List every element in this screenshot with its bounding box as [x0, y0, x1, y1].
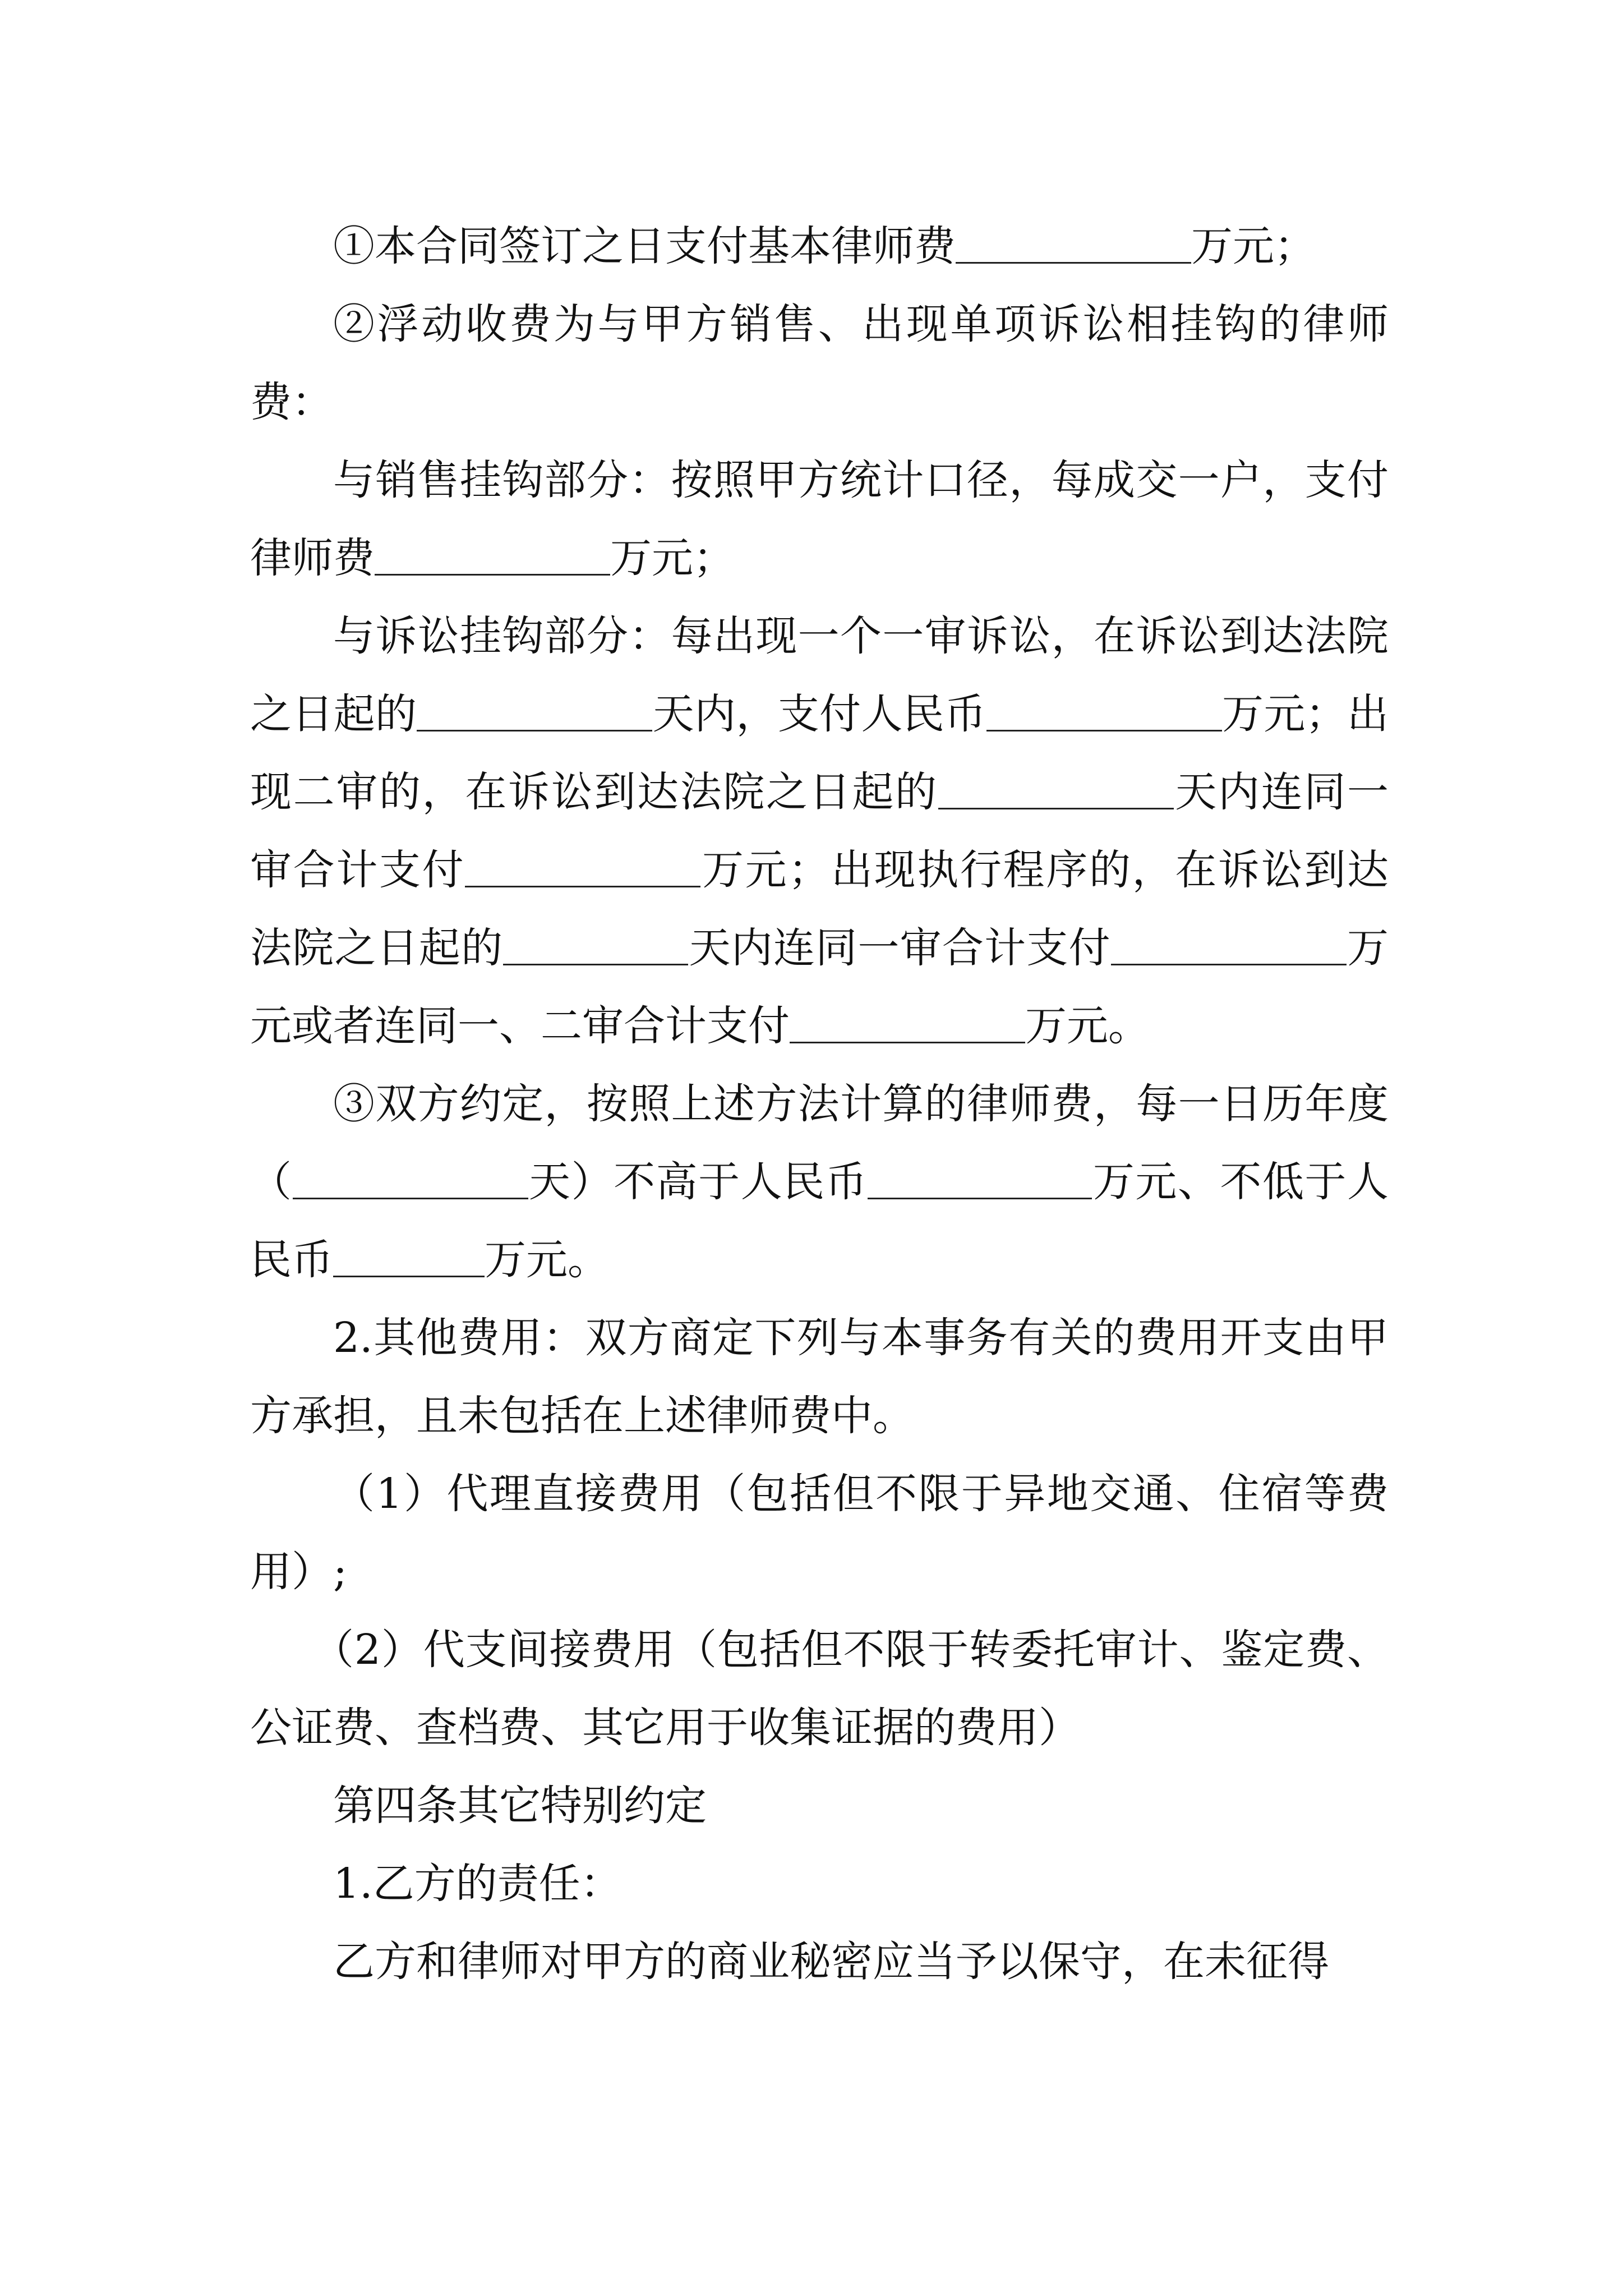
paragraph-base-fee: [250, 208, 1389, 286]
text-segment: （2）代支间接费用（包括但不限于转委托审计、鉴定费、公证费、查档费、其它用于收集证据的费用）: [250, 1626, 1389, 1752]
blank-field-execution-amount: [1111, 924, 1347, 965]
blank-field-second-instance-days: [938, 769, 1174, 809]
text-segment: ③双方约定，按照上述方法计算的律师费，每一日历年度（: [250, 1080, 1389, 1206]
text-segment: 天内连同一审合计支付: [688, 924, 1111, 972]
paragraph-floating-fee: [250, 286, 1389, 441]
blank-field-cap-amount: [868, 1158, 1092, 1199]
text-segment: 与诉讼挂钩部分：每出现一个一审诉讼，在诉讼到达法院之日起的: [250, 612, 1389, 738]
text-segment: 天内连同一审合计支付: [250, 768, 1389, 894]
text-segment: 万元。: [1025, 1002, 1150, 1050]
blank-field-first-instance-amount: [986, 691, 1222, 731]
text-segment: 万元、不低于人民币: [250, 1158, 1389, 1284]
paragraph-indirect-fees: [250, 1611, 1389, 1767]
blank-field-base-fee: [956, 223, 1191, 264]
text-segment: 万元；出现二审的，在诉讼到达法院之日起的: [250, 690, 1389, 816]
paragraph-annual-cap: [250, 1065, 1389, 1299]
paragraph-confidentiality: [250, 1923, 1389, 2001]
blank-field-combined-amount: [790, 1002, 1025, 1043]
paragraph-other-fees: [250, 1299, 1389, 1455]
text-segment: 万元；出现执行程序的，在诉讼到达法院之日起的: [250, 846, 1389, 972]
text-segment: ②浮动收费为与甲方销售、出现单项诉讼相挂钩的律师费：: [250, 300, 1389, 426]
blank-field-execution-days: [503, 924, 688, 965]
text-segment: 2.其他费用：双方商定下列与本事务有关的费用开支由甲方承担，且未包括在上述律师费中。: [250, 1314, 1389, 1440]
text-segment: 天内，支付人民币: [652, 690, 986, 738]
text-segment: 与销售挂钩部分：按照甲方统计口径，每成交一户，支付律师费: [250, 456, 1389, 582]
blank-field-first-instance-days: [417, 691, 652, 731]
paragraph-litigation-linked: [250, 597, 1389, 1065]
paragraph-party-b-responsibility: [250, 1845, 1389, 1923]
blank-field-second-instance-amount: [465, 846, 700, 887]
text-segment: 天）不高于人民币: [528, 1158, 868, 1206]
text-segment: 1.乙方的责任：: [333, 1860, 622, 1908]
paragraph-direct-fees: [250, 1455, 1389, 1611]
section-heading-article-four: [250, 1767, 1389, 1845]
text-segment: 万元；: [1191, 222, 1316, 270]
text-segment: 第四条其它特别约定: [333, 1782, 707, 1830]
blank-field-floor-amount: [333, 1236, 485, 1277]
blank-field-sales-fee: [375, 535, 610, 576]
paragraph-sales-linked: [250, 441, 1389, 597]
text-segment: 万元；: [610, 534, 735, 582]
text-segment: 万元或者连同一、二审合计支付: [250, 924, 1389, 1050]
blank-field-annual-days: [293, 1158, 528, 1199]
text-segment: 乙方和律师对甲方的商业秘密应当予以保守，在未征得: [333, 1938, 1329, 1986]
document-body: [250, 208, 1389, 2001]
text-segment: ①本合同签订之日支付基本律师费: [333, 222, 956, 270]
text-segment: （1）代理直接费用（包括但不限于异地交通、住宿等费用）;: [250, 1470, 1389, 1596]
text-segment: 万元。: [485, 1236, 609, 1284]
